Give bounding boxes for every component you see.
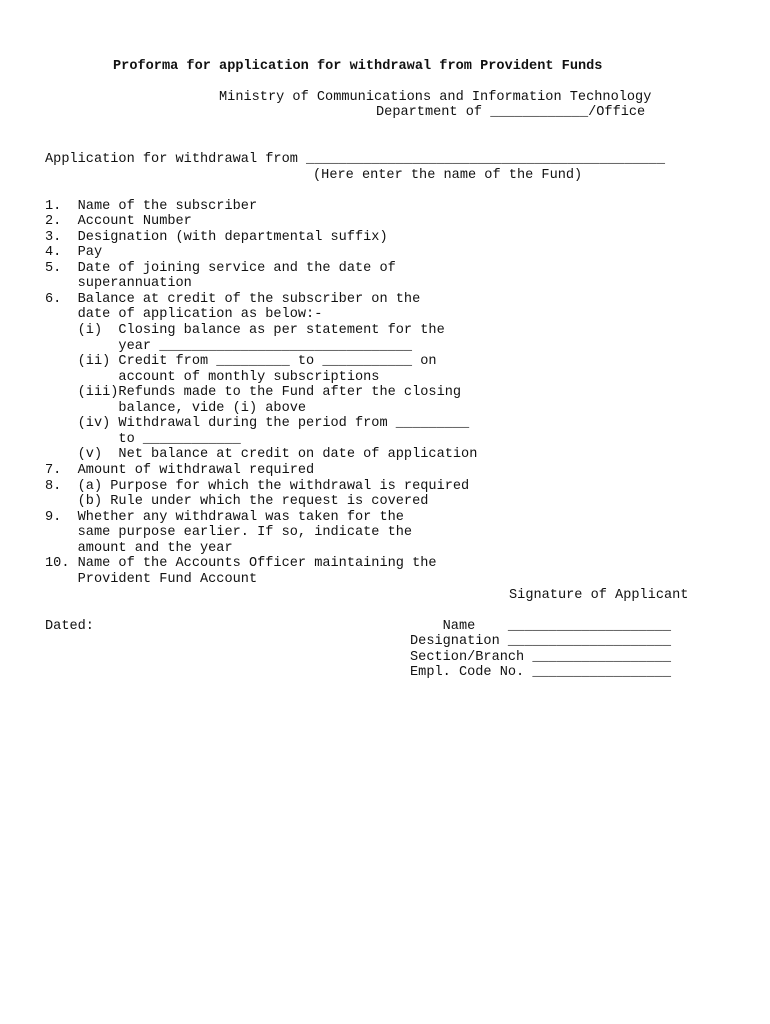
list-item: (iii)Refunds made to the Fund after the closing	[45, 385, 462, 400]
list-item: (iv) Withdrawal during the period from _________	[45, 416, 470, 431]
list-item: (ii) Credit from _________ to ___________ on	[45, 354, 437, 369]
list-item: 7. Amount of withdrawal required	[45, 463, 315, 478]
list-item: 1. Name of the subscriber	[45, 199, 258, 214]
list-item: to ____________	[45, 432, 241, 447]
list-item: 9. Whether any withdrawal was taken for the	[45, 510, 404, 525]
list-item: balance, vide (i) above	[45, 401, 307, 416]
list-item: date of application as below:-	[45, 307, 323, 322]
section-branch-field: Section/Branch _________________	[410, 650, 672, 665]
ministry-line: Ministry of Communications and Information Technology	[219, 90, 652, 105]
list-item: 8. (a) Purpose for which the withdrawal is required	[45, 479, 470, 494]
list-item: (i) Closing balance as per statement for the	[45, 323, 445, 338]
list-item: account of monthly subscriptions	[45, 370, 380, 385]
list-item: 5. Date of joining service and the date of	[45, 261, 396, 276]
name-field: Name ____________________	[410, 619, 672, 634]
list-item: 6. Balance at credit of the subscriber on the	[45, 292, 421, 307]
fund-hint: (Here enter the name of the Fund)	[313, 168, 583, 183]
designation-field: Designation ____________________	[410, 634, 672, 649]
list-item: Provident Fund Account	[45, 572, 258, 587]
dated-label: Dated:	[45, 619, 94, 634]
list-item: 2. Account Number	[45, 214, 192, 229]
list-item: same purpose earlier. If so, indicate the	[45, 525, 413, 540]
list-item: amount and the year	[45, 541, 233, 556]
list-item: 10. Name of the Accounts Officer maintaining the	[45, 556, 437, 571]
form-title: Proforma for application for withdrawal from Provident Funds	[113, 59, 603, 74]
application-line: Application for withdrawal from ____________________________________________	[45, 152, 665, 167]
list-item: (v) Net balance at credit on date of application	[45, 447, 478, 462]
list-item: 3. Designation (with departmental suffix)	[45, 230, 388, 245]
list-item: year _______________________________	[45, 339, 413, 354]
list-item: 4. Pay	[45, 245, 103, 260]
department-line: Department of ____________/Office	[376, 105, 646, 120]
list-item: superannuation	[45, 276, 192, 291]
empl-code-field: Empl. Code No. _________________	[410, 665, 672, 680]
list-item: (b) Rule under which the request is covered	[45, 494, 429, 509]
signature-label: Signature of Applicant	[509, 588, 689, 603]
